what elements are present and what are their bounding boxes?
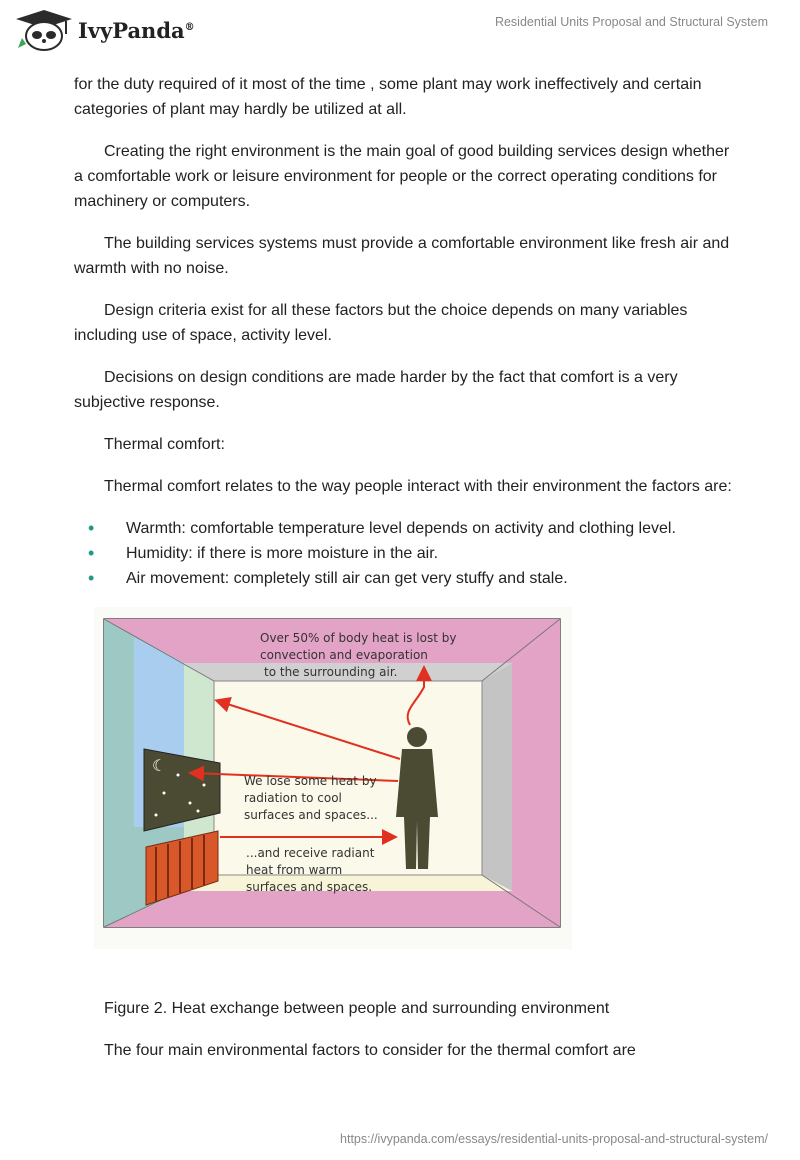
paragraph-continuation: for the duty required of it most of the time , some plant may work ineffectively and certain categories of plant may hardly be utilized at all. [74, 76, 702, 118]
svg-text:☾: ☾ [152, 756, 167, 775]
heading-thermal-comfort: Thermal comfort: [104, 436, 225, 453]
list-item [74, 566, 734, 591]
source-url[interactable]: https://ivypanda.com/essays/residential-units-proposal-and-structural-system/ [340, 1132, 768, 1146]
list-item-text: Warmth: comfortable temperature level depends on activity and clothing level. [126, 520, 676, 537]
page-header [0, 0, 800, 70]
svg-text:...and receive radiant: ...and receive radiant [246, 846, 375, 860]
svg-text:convection and evaporation: convection and evaporation [260, 648, 428, 662]
paragraph-decisions: Decisions on design conditions are made harder by the fact that comfort is a very subjective response. [74, 369, 678, 411]
heat-exchange-figure [94, 607, 572, 949]
figure-caption: Figure 2. Heat exchange between people and surrounding environment [104, 1000, 610, 1017]
svg-text:to the surrounding air.: to the surrounding air. [264, 665, 398, 679]
list-item [74, 541, 734, 566]
bullet-icon: • [88, 543, 95, 563]
svg-text:surfaces and spaces...: surfaces and spaces... [244, 808, 378, 822]
paragraph-services: The building services systems must provide a comfortable environment like fresh air and warmth with no noise. [74, 235, 730, 277]
document-title: Residential Units Proposal and Structural System [494, 15, 768, 29]
svg-text:radiation to cool: radiation to cool [244, 791, 342, 805]
list-item [74, 516, 734, 541]
heat-exchange-diagram [94, 607, 572, 949]
svg-text:surfaces and spaces.: surfaces and spaces. [246, 880, 373, 894]
paragraph-environment: Creating the right environment is the main goal of good building services design whether a comfortable work or leisure environment for people or the correct operating conditions for machinery or computers. [74, 143, 730, 210]
list-item-text: Air movement: completely still air can get very stuffy and stale. [126, 570, 568, 587]
factor-list [74, 516, 734, 591]
list-item-text: Humidity: if there is more moisture in the air. [126, 545, 439, 562]
right-wall-inner [482, 663, 512, 891]
ivypanda-logo-icon[interactable] [14, 8, 74, 52]
svg-text:Over 50% of body heat is lost: Over 50% of body heat is lost by [260, 631, 457, 645]
paragraph-design-criteria: Design criteria exist for all these factors but the choice depends on many variables including use of space, activity level. [74, 302, 688, 344]
paragraph-four-factors: The four main environmental factors to consider for the thermal comfort are [104, 1042, 636, 1059]
paragraph-thermal-comfort: Thermal comfort relates to the way people interact with their environment the factors are: [104, 478, 732, 495]
bullet-icon: • [88, 568, 95, 588]
svg-text:We lose some heat by: We lose some heat by [244, 774, 377, 788]
bullet-icon: • [88, 518, 95, 538]
svg-text:heat from warm: heat from warm [246, 863, 343, 877]
brand-name[interactable]: IvyPanda® [78, 18, 195, 43]
essay-body [74, 72, 734, 949]
right-wall [512, 619, 560, 927]
